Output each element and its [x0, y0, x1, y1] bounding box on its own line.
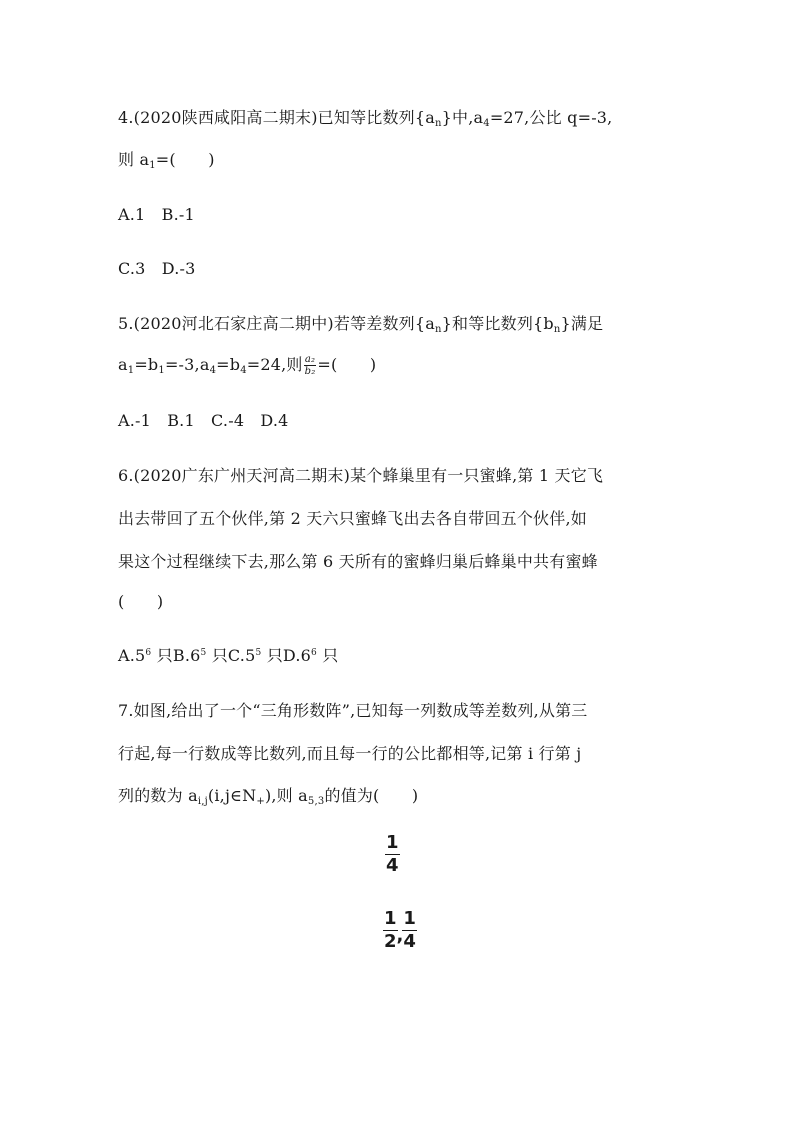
q5-options: A.-1 B.1 C.-4 D.4	[118, 411, 289, 430]
q6-line-3: 果这个过程继续下去,那么第 6 天所有的蜜蜂归巢后蜂巢中共有蜜蜂	[118, 552, 598, 571]
q5-line-2: $a_1=b_1=-3,a_4=b_4=24$,则 $\frac{\text{a₂}}{\text{b₂}}$ =( )	[118, 354, 377, 377]
q7-line-2: 行起,每一行数成等比数列,而且每一行的公比都相等,记第 i 行第 j	[118, 744, 582, 763]
triangle-entry-2-1: $\frac{1}{2}$	[384, 908, 397, 952]
q6-option-b: $B.6^5$ 只	[172, 646, 228, 665]
q4-options-ab: A.1 B.-1	[118, 205, 195, 224]
triangle-entry-1-1: $\frac{1}{4}$	[386, 832, 399, 876]
q6-option-c: $C.5^5$ 只	[227, 646, 283, 665]
triangle-separator: ,	[396, 925, 404, 946]
q6-option-d: $D.6^6$ 只	[282, 646, 339, 665]
q6-line-1: 6.(2020广东广州天河高二期末)某个蜂巢里有一只蜜蜂,第 1 天它飞	[118, 466, 604, 485]
q5-line-1: 5.(2020河北石家庄高二期中)若等差数列$\{a_n\}$和等比数列$\{b_n\}$满足	[118, 314, 604, 335]
fraction-a2-over-b2: $\frac{\text{a₂}}{\text{b₂}}$	[304, 354, 316, 377]
triangle-entry-2-2: $\frac{1}{4}$	[403, 908, 416, 952]
q6-line-2: 出去带回了五个伙伴,第 2 天六只蜜蜂飞出去各自带回五个伙伴,如	[118, 509, 587, 528]
q6-option-a: $A.5^6$ 只	[118, 646, 173, 665]
triangle-row-1	[385, 832, 400, 877]
q4-line-1: 4.(2020陕西咸阳高二期末)已知等比数列$\{a_n\}$中$,a_4=27$,公比 q=-3,	[118, 108, 613, 129]
q7-line-3: 列的数为 $a_{i,j}(i,j\in N_+)$,则 $a_{5,3}$的值为( )	[118, 786, 419, 807]
q6-options	[118, 644, 338, 668]
q7-line-1: 7.如图,给出了一个“三角形数阵”,已知每一列数成等差数列,从第三	[118, 701, 588, 720]
q4-options-cd: C.3 D.-3	[118, 259, 196, 278]
q4-line-2: 则 $a_1=$( )	[118, 150, 215, 171]
q6-line-4: ( )	[118, 592, 164, 611]
triangle-row-2	[383, 908, 417, 953]
